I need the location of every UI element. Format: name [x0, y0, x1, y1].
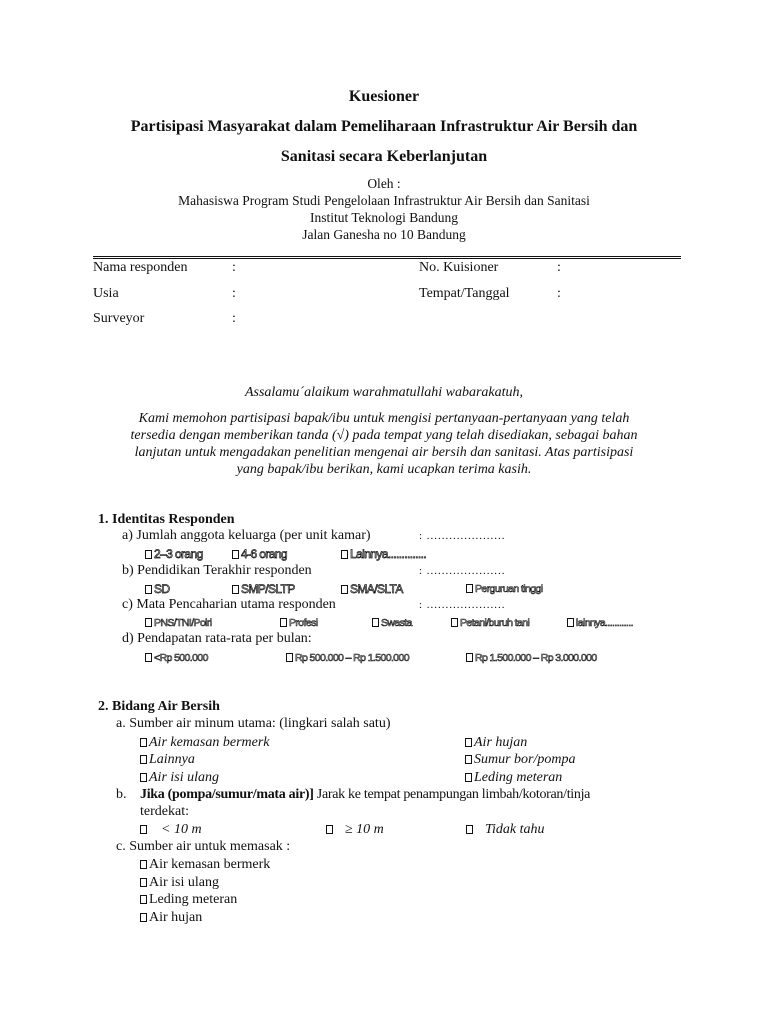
- option-1d-3[interactable]: Rp 1.500.000 – Rp 3.000.000: [466, 652, 597, 664]
- by-label: Oleh :: [367, 176, 401, 191]
- option-1d-2[interactable]: Rp 500.000 – Rp 1.500.000: [286, 652, 409, 664]
- field-label-surveyor: Surveyor: [93, 311, 145, 326]
- option-2c-3[interactable]: Leding meteran: [140, 892, 237, 908]
- option-1c-2[interactable]: Profesi: [280, 617, 317, 629]
- checkbox-icon: [466, 584, 473, 593]
- checkbox-icon: [140, 895, 147, 904]
- checkbox-icon: [465, 738, 472, 747]
- option-1a-3[interactable]: Lainnya..............: [341, 547, 426, 561]
- checkbox-icon: [372, 618, 379, 627]
- question-2b-number: b.: [116, 787, 127, 802]
- checkbox-icon: [145, 618, 152, 627]
- field-colon: :: [557, 260, 561, 275]
- field-label-nama: Nama responden: [93, 260, 188, 275]
- answer-line: : .....................: [419, 565, 506, 577]
- checkbox-icon: [451, 618, 458, 627]
- checkbox-icon: [465, 773, 472, 782]
- checkbox-icon: [140, 860, 147, 869]
- institute: Institut Teknologi Bandung: [309, 210, 459, 225]
- checkbox-icon: [145, 585, 152, 594]
- question-2a-label: a. Sumber air minum utama: (lingkari salah satu): [116, 716, 391, 731]
- checkbox-icon: [341, 585, 348, 594]
- field-label-kuisioner: No. Kuisioner: [419, 260, 499, 275]
- answer-line: : .....................: [419, 599, 506, 611]
- option-2b-3[interactable]: Tidak tahu: [466, 822, 545, 838]
- option-1c-4[interactable]: Petani/buruh tani: [451, 617, 529, 629]
- option-1d-1[interactable]: <Rp 500.000: [145, 652, 208, 664]
- question-1c-label: c) Mata Pencaharian utama responden: [122, 597, 336, 612]
- option-2c-4[interactable]: Air hujan: [140, 910, 202, 926]
- header-divider-2: [93, 258, 681, 259]
- checkbox-icon: [232, 585, 239, 594]
- option-1c-3[interactable]: Swasta: [372, 617, 412, 629]
- checkbox-icon: [286, 653, 293, 662]
- author: Mahasiswa Program Studi Pengelolaan Infrastruktur Air Bersih dan Sanitasi: [178, 193, 590, 208]
- option-1c-5[interactable]: lainnya............: [567, 617, 633, 629]
- field-colon: :: [232, 260, 236, 275]
- question-2b-label: Jika (pompa/sumur/mata air)] Jarak ke tempat penampungan limbah/kotoran/tinja: [140, 787, 591, 802]
- option-2b-2[interactable]: ≥ 10 m: [326, 822, 384, 838]
- question-2c-label: c. Sumber air untuk memasak :: [116, 839, 291, 854]
- checkbox-icon: [140, 773, 147, 782]
- checkbox-icon: [232, 550, 239, 559]
- field-colon: :: [232, 311, 236, 326]
- checkbox-icon: [567, 618, 574, 627]
- option-2a-right-3[interactable]: Leding meteran: [465, 770, 562, 786]
- subtitle-line-2: Sanitasi secara Keberlanjutan: [280, 148, 488, 165]
- header-divider: [93, 256, 681, 257]
- question-2b-label-cont: terdekat:: [140, 804, 189, 819]
- checkbox-icon: [280, 618, 287, 627]
- option-2a-left-1[interactable]: Air kemasan bermerk: [140, 735, 270, 751]
- option-1b-3[interactable]: SMA/SLTA: [341, 582, 403, 596]
- checkbox-icon: [466, 653, 473, 662]
- question-1b-label: b) Pendidikan Terakhir responden: [122, 563, 312, 578]
- option-2b-1[interactable]: < 10 m: [140, 822, 202, 838]
- question-1d-label: d) Pendapatan rata-rata per bulan:: [122, 631, 312, 646]
- checkbox-icon: [465, 755, 472, 764]
- field-colon: :: [232, 286, 236, 301]
- intro-line-4: yang bapak/ibu berikan, kami ucapkan terima kasih.: [236, 462, 532, 477]
- option-2a-left-3[interactable]: Air isi ulang: [140, 770, 219, 786]
- checkbox-icon: [140, 825, 147, 834]
- checkbox-icon: [145, 653, 152, 662]
- section-2-heading: 2. Bidang Air Bersih: [98, 699, 220, 714]
- option-2a-left-2[interactable]: Lainnya: [140, 752, 195, 768]
- option-2a-right-2[interactable]: Sumur bor/pompa: [465, 752, 576, 768]
- option-1b-2[interactable]: SMP/SLTP: [232, 582, 295, 596]
- option-1a-1[interactable]: 2–3 orang: [145, 547, 203, 561]
- option-1b-1[interactable]: SD: [145, 582, 169, 596]
- answer-line: : .....................: [419, 530, 506, 542]
- section-1-heading: 1. Identitas Responden: [98, 512, 235, 527]
- checkbox-icon: [145, 550, 152, 559]
- checkbox-icon: [466, 825, 473, 834]
- checkbox-icon: [140, 738, 147, 747]
- subtitle-line-1: Partisipasi Masyarakat dalam Pemeliharaan Infrastruktur Air Bersih dan: [130, 118, 638, 135]
- checkbox-icon: [341, 550, 348, 559]
- field-colon: :: [557, 286, 561, 301]
- page-title: Kuesioner: [348, 88, 420, 105]
- intro-line-1: Kami memohon partisipasi bapak/ibu untuk mengisi pertanyaan-pertanyaan yang telah: [138, 411, 630, 426]
- address: Jalan Ganesha no 10 Bandung: [302, 227, 466, 242]
- checkbox-icon: [140, 878, 147, 887]
- checkbox-icon: [140, 755, 147, 764]
- option-1c-1[interactable]: PNS/TNI/Polri: [145, 617, 212, 629]
- option-1a-2[interactable]: 4-6 orang: [232, 547, 287, 561]
- field-label-tempat: Tempat/Tanggal: [419, 286, 510, 301]
- intro-line-3: lanjutan untuk mengadakan penelitian mengenai air bersih dan sanitasi. Atas partisipasi: [134, 445, 634, 460]
- greeting: Assalamu´alaikum warahmatullahi wabarakatuh,: [244, 385, 524, 400]
- checkbox-icon: [326, 825, 333, 834]
- field-label-usia: Usia: [93, 286, 119, 301]
- option-1b-4[interactable]: Perguruan tinggi: [466, 583, 542, 595]
- option-2c-2[interactable]: Air isi ulang: [140, 875, 219, 891]
- checkbox-icon: [140, 913, 147, 922]
- question-1a-label: a) Jumlah anggota keluarga (per unit kamar): [122, 528, 371, 543]
- option-2a-right-1[interactable]: Air hujan: [465, 735, 527, 751]
- intro-line-2: tersedia dengan memberikan tanda (√) pada tempat yang telah disediakan, sebagai bahan: [130, 428, 638, 443]
- option-2c-1[interactable]: Air kemasan bermerk: [140, 857, 270, 873]
